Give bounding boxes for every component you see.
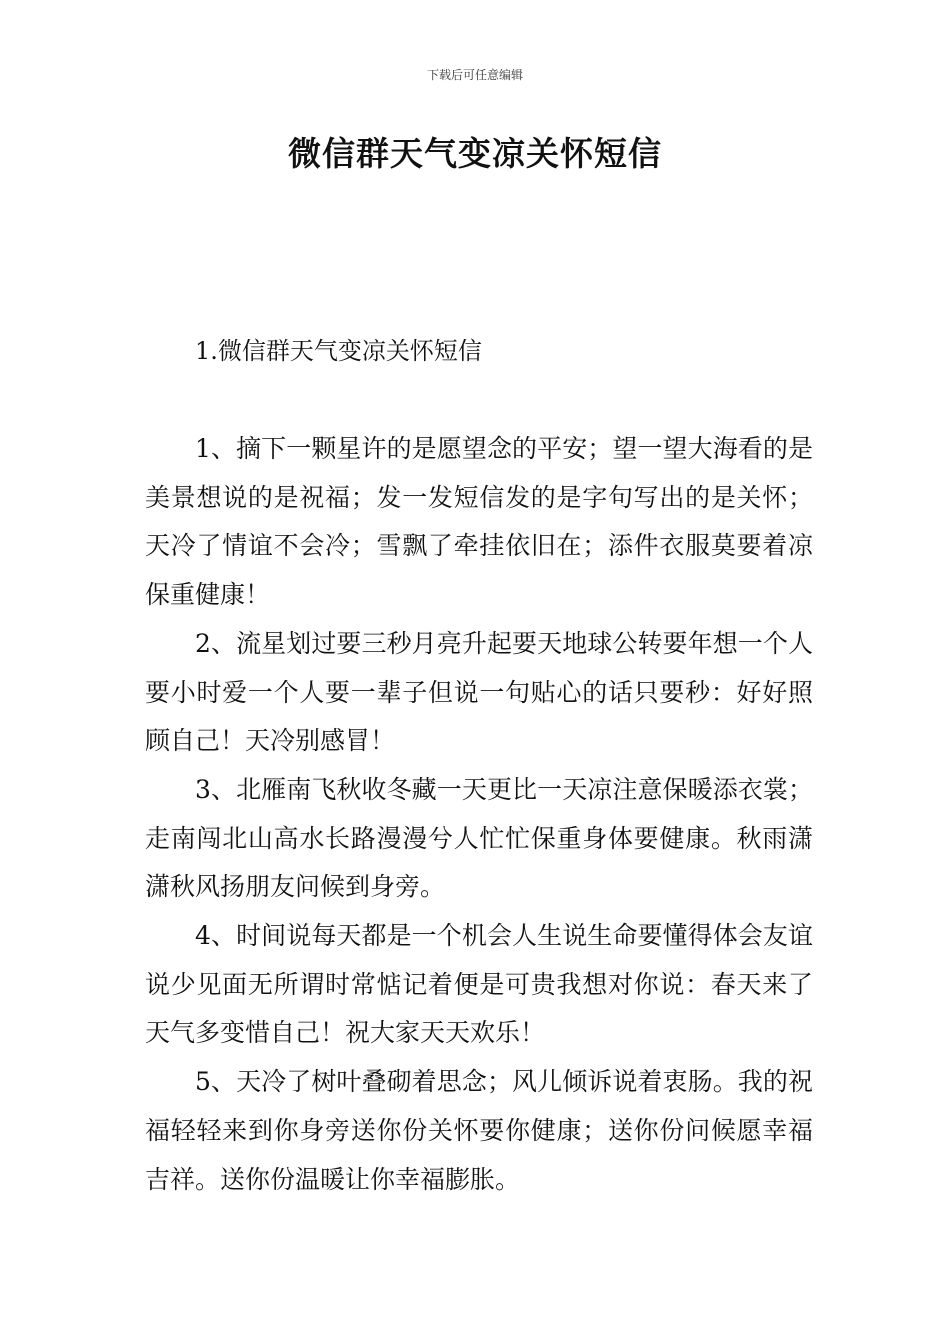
body-text xyxy=(145,425,813,1204)
document-title: 微信群天气变凉关怀短信 xyxy=(288,134,662,173)
paragraph-4: 4、时间说每天都是一个机会人生说生命要懂得体会友谊说少见面无所谓时常惦记着便是可贵我想对你说：春天来了天气多变惜自己！祝大家天天欢乐！ xyxy=(145,921,813,1048)
section-heading: 1.微信群天气变凉关怀短信 xyxy=(195,337,482,365)
paragraph-3: 3、北雁南飞秋收冬藏一天更比一天凉注意保暖添衣裳；走南闯北山高水长路漫漫兮人忙忙保重身体要健康。秋雨潇潇秋风扬朋友问候到身旁。 xyxy=(145,774,813,902)
header-note: 下载后可任意编辑 xyxy=(426,68,523,82)
paragraph-1: 1、摘下一颗星许的是愿望念的平安；望一望大海看的是美景想说的是祝福；发一发短信发的是字句写出的是关怀；天冷了情谊不会冷；雪飘了牵挂依旧在；添件衣服莫要着凉保重健康！ xyxy=(145,434,813,610)
paragraph-5: 5、天冷了树叶叠砌着思念；风儿倾诉说着衷肠。我的祝福轻轻来到你身旁送你份关怀要你健康；送你份问候愿幸福吉祥。送你份温暖让你幸福膨胀。 xyxy=(145,1067,813,1194)
paragraph-2: 2、流星划过要三秒月亮升起要天地球公转要年想一个人要小时爱一个人要一辈子但说一句贴心的话只要秒：好好照顾自己！天冷别感冒！ xyxy=(145,628,813,756)
